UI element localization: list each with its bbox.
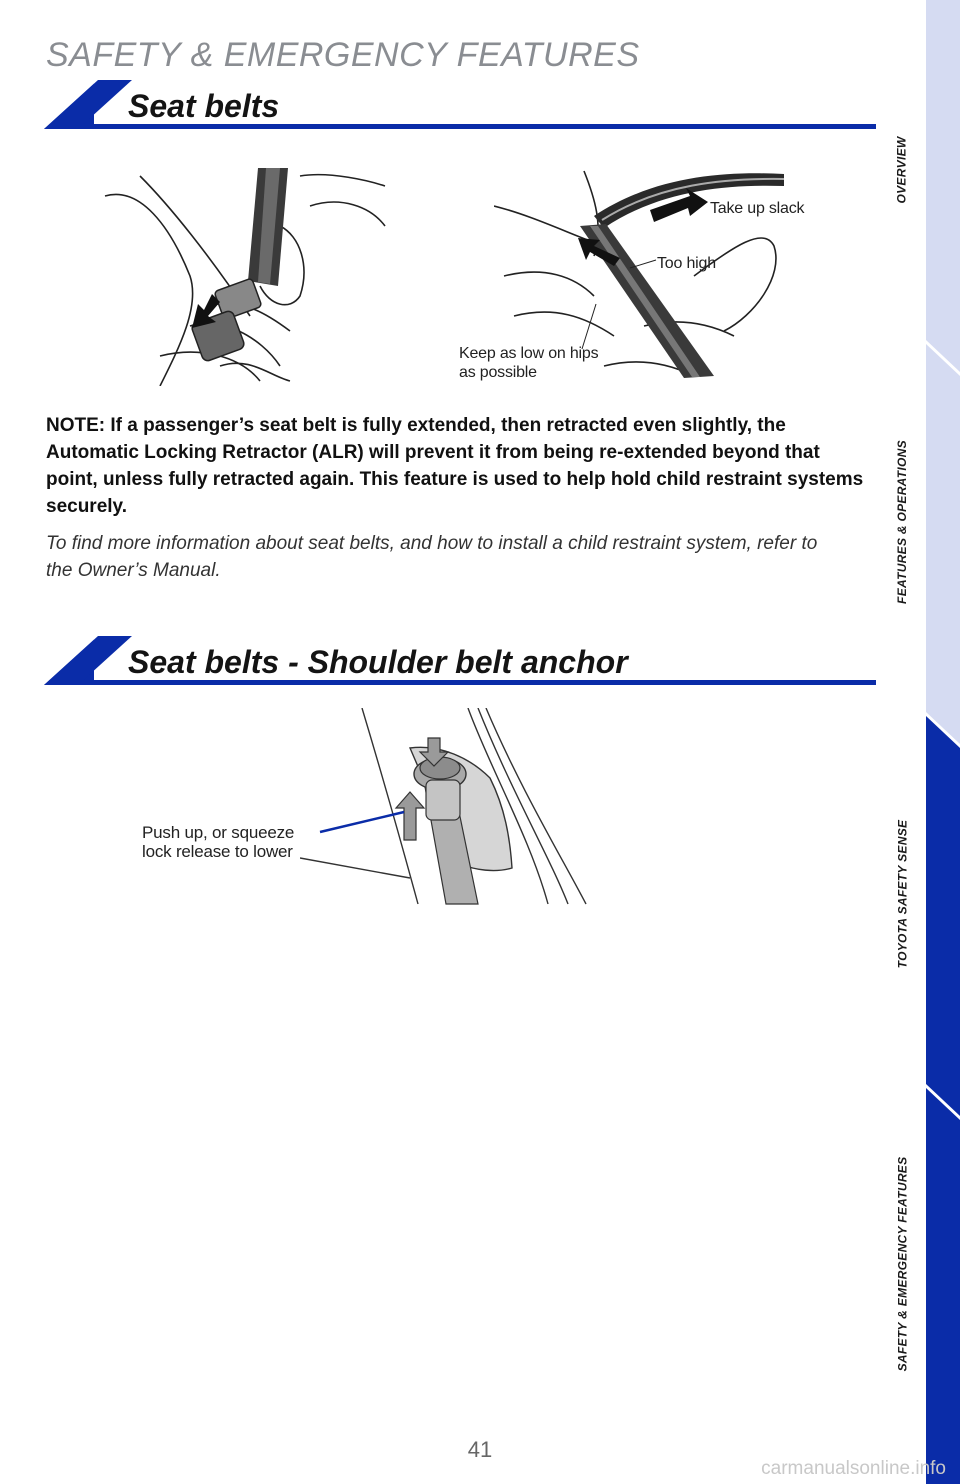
side-tab-overview[interactable] [878, 0, 926, 340]
callout-keep-low-line1: Keep as low on hips [459, 345, 599, 362]
section-title: Seat belts [128, 88, 280, 124]
reference-paragraph: To find more information about seat belts, and how to install a child restraint system, refer to the Owner’s Manual. [46, 533, 818, 581]
callout-take-up-slack: Take up slack [710, 200, 805, 217]
section-title: Seat belts - Shoulder belt anchor [128, 644, 628, 680]
shoulder-anchor-illustration [300, 708, 600, 908]
side-tab-label: SAFETY & EMERGENCY FEATURES [895, 1156, 910, 1372]
side-tab-features-operations[interactable] [878, 352, 926, 692]
page-header: SAFETY & EMERGENCY FEATURES [46, 36, 640, 74]
callout-push-up-line2: lock release to lower [142, 842, 293, 861]
callout-push-up [142, 823, 294, 861]
side-tab-label: OVERVIEW [895, 136, 910, 204]
section-banner-seat-belts [44, 80, 876, 132]
page-number: 41 [467, 1437, 493, 1462]
side-tab-label: FEATURES & OPERATIONS [895, 440, 909, 604]
note-paragraph: NOTE: If a passenger’s seat belt is fully extended, then retracted even slightly, the Automatic Locking Retractor (ALR) will prevent it from being re-extended beyond that point, unless fully retracted again. This feature is used to help hold child restraint systems securely. [46, 415, 864, 517]
callout-push-up-line1: Push up, or squeeze [142, 823, 295, 842]
side-tab-label: TOYOTA SAFETY SENSE [895, 819, 909, 969]
side-tab-toyota-safety-sense[interactable] [878, 724, 926, 1064]
side-tab-safety-emergency-features[interactable] [878, 1094, 926, 1434]
side-nav [878, 0, 960, 1484]
section-banner-shoulder-belt-anchor [44, 636, 876, 688]
buckle-illustration [100, 166, 390, 386]
callout-keep-low-line2: as possible [459, 364, 537, 381]
watermark: carmanualsonline.info [761, 1458, 946, 1479]
callout-keep-low [459, 344, 598, 382]
callout-too-high: Too high [657, 255, 716, 272]
